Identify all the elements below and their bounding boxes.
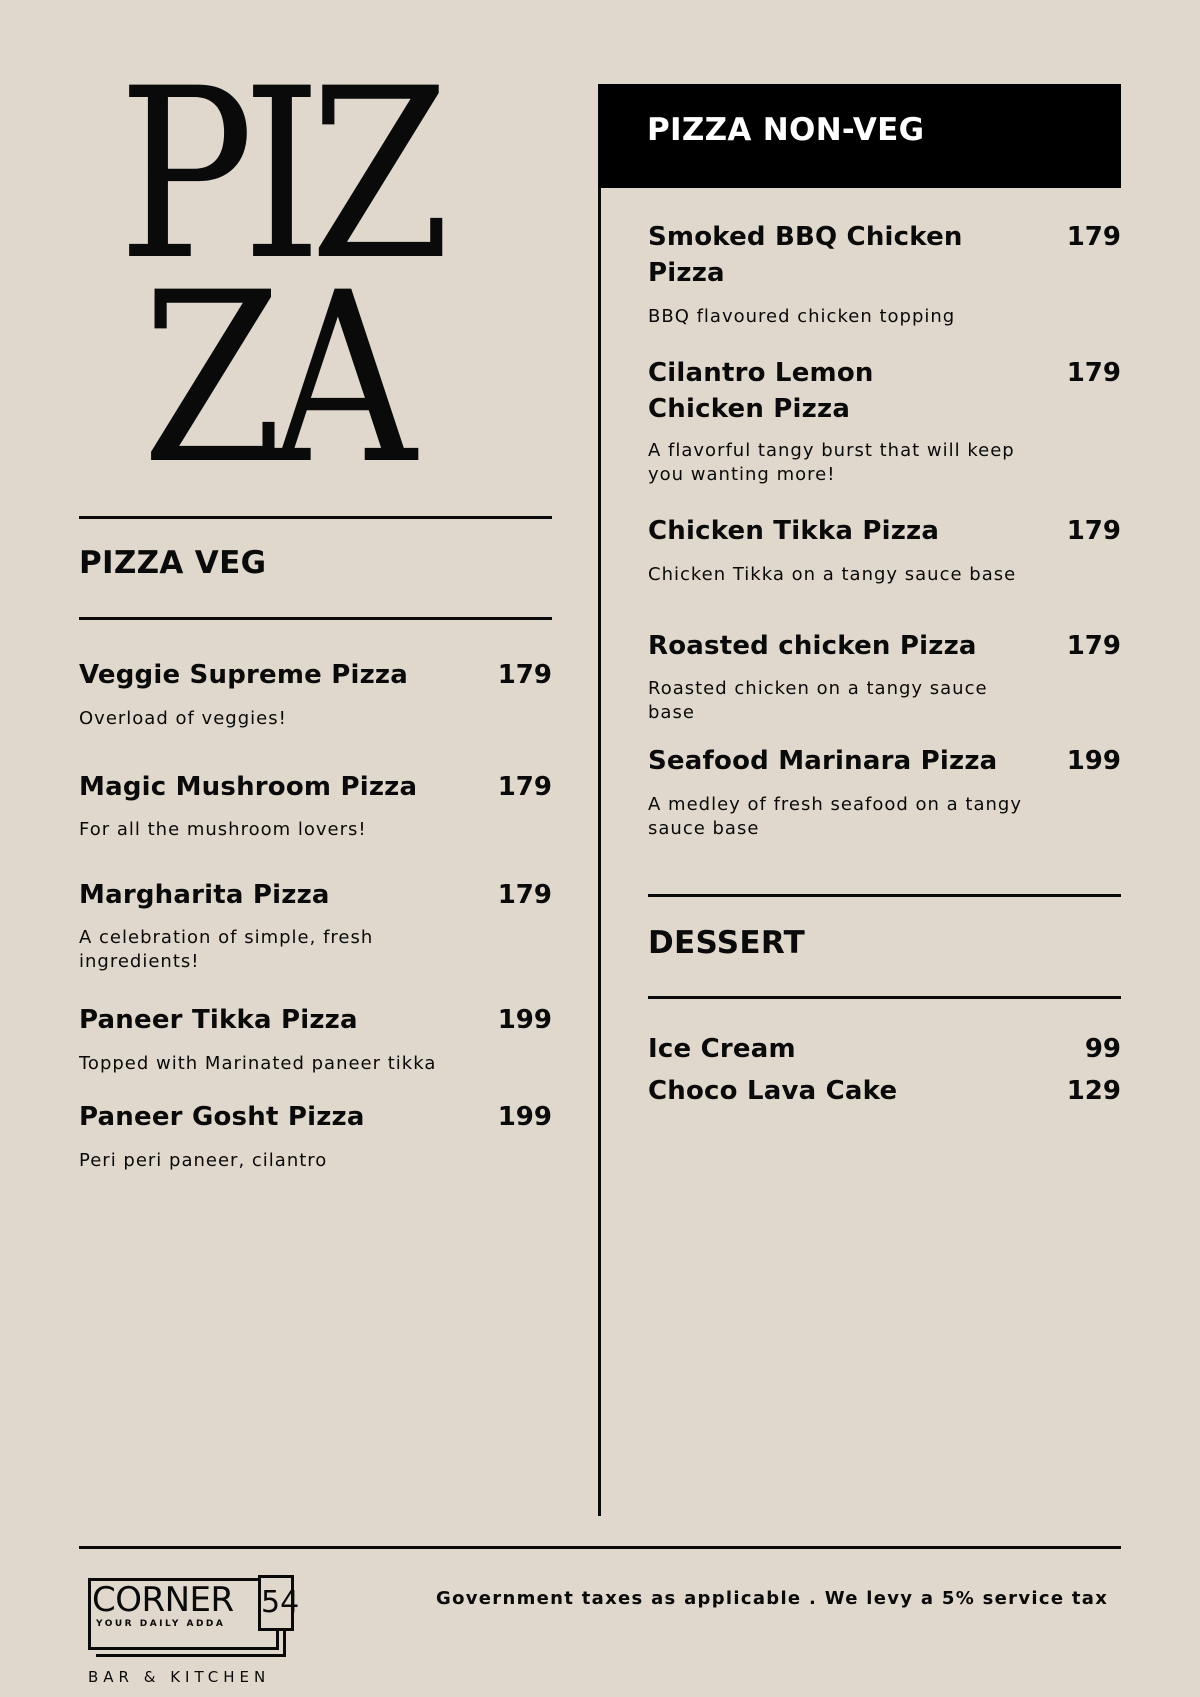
footer-divider bbox=[79, 1546, 1121, 1549]
item-description: BBQ flavoured chicken topping bbox=[648, 306, 956, 327]
logo-number: 54 bbox=[258, 1575, 294, 1631]
item-description: A flavorful tangy burst that will keep you wanting more! bbox=[648, 440, 1015, 485]
item-name: Chicken Tikka Pizza bbox=[648, 516, 940, 546]
page-title-line-1: PIZ bbox=[118, 39, 439, 312]
item-description: A medley of fresh seafood on a tangy sauce base bbox=[648, 794, 1022, 839]
page-title-line-2: ZA bbox=[142, 243, 405, 516]
nonveg-heading: PIZZA NON-VEG bbox=[647, 112, 925, 148]
item-description: Topped with Marinated paneer tikka bbox=[79, 1053, 437, 1074]
item-name: Paneer Gosht Pizza bbox=[79, 1102, 365, 1132]
logo-wordmark: CORNER bbox=[92, 1580, 234, 1620]
item-description: Peri peri paneer, cilantro bbox=[79, 1150, 328, 1171]
item-price: 199 bbox=[1066, 746, 1121, 776]
item-name: Seafood Marinara Pizza bbox=[648, 746, 998, 776]
item-name: Magic Mushroom Pizza bbox=[79, 772, 418, 802]
dessert-top-divider bbox=[648, 894, 1121, 897]
item-price: 199 bbox=[497, 1102, 552, 1132]
item-name: Margharita Pizza bbox=[79, 880, 330, 910]
item-price: 179 bbox=[1066, 631, 1121, 661]
item-price: 179 bbox=[1066, 516, 1121, 546]
item-name: Ice Cream bbox=[648, 1034, 796, 1064]
item-price: 129 bbox=[1066, 1076, 1121, 1106]
logo-subtitle: YOUR DAILY ADDA bbox=[96, 1619, 226, 1629]
item-price: 179 bbox=[497, 660, 552, 690]
item-price: 199 bbox=[497, 1005, 552, 1035]
item-description: A celebration of simple, fresh ingredients! bbox=[79, 927, 374, 972]
item-name: Roasted chicken Pizza bbox=[648, 631, 977, 661]
item-name: Cilantro Lemon Chicken Pizza bbox=[648, 358, 874, 424]
item-name: Veggie Supreme Pizza bbox=[79, 660, 409, 690]
item-description: Roasted chicken on a tangy sauce base bbox=[648, 678, 988, 723]
column-divider bbox=[598, 84, 601, 1516]
veg-top-divider bbox=[79, 516, 552, 519]
item-price: 99 bbox=[1084, 1034, 1121, 1064]
item-name: Paneer Tikka Pizza bbox=[79, 1005, 358, 1035]
nonveg-banner bbox=[599, 84, 1121, 188]
veg-heading: PIZZA VEG bbox=[79, 545, 267, 581]
tax-note: Government taxes as applicable . We levy a 5% service tax bbox=[436, 1588, 1109, 1609]
item-description: Overload of veggies! bbox=[79, 708, 287, 729]
item-price: 179 bbox=[497, 880, 552, 910]
item-price: 179 bbox=[497, 772, 552, 802]
item-description: For all the mushroom lovers! bbox=[79, 819, 367, 840]
item-price: 179 bbox=[1066, 358, 1121, 388]
dessert-bottom-divider bbox=[648, 996, 1121, 999]
item-name: Choco Lava Cake bbox=[648, 1076, 898, 1106]
logo-tagline: BAR & KITCHEN bbox=[88, 1668, 271, 1686]
item-description: Chicken Tikka on a tangy sauce base bbox=[648, 564, 1017, 585]
item-name: Smoked BBQ Chicken Pizza bbox=[648, 222, 963, 288]
veg-bottom-divider bbox=[79, 617, 552, 620]
dessert-heading: DESSERT bbox=[648, 925, 806, 961]
item-price: 179 bbox=[1066, 222, 1121, 252]
